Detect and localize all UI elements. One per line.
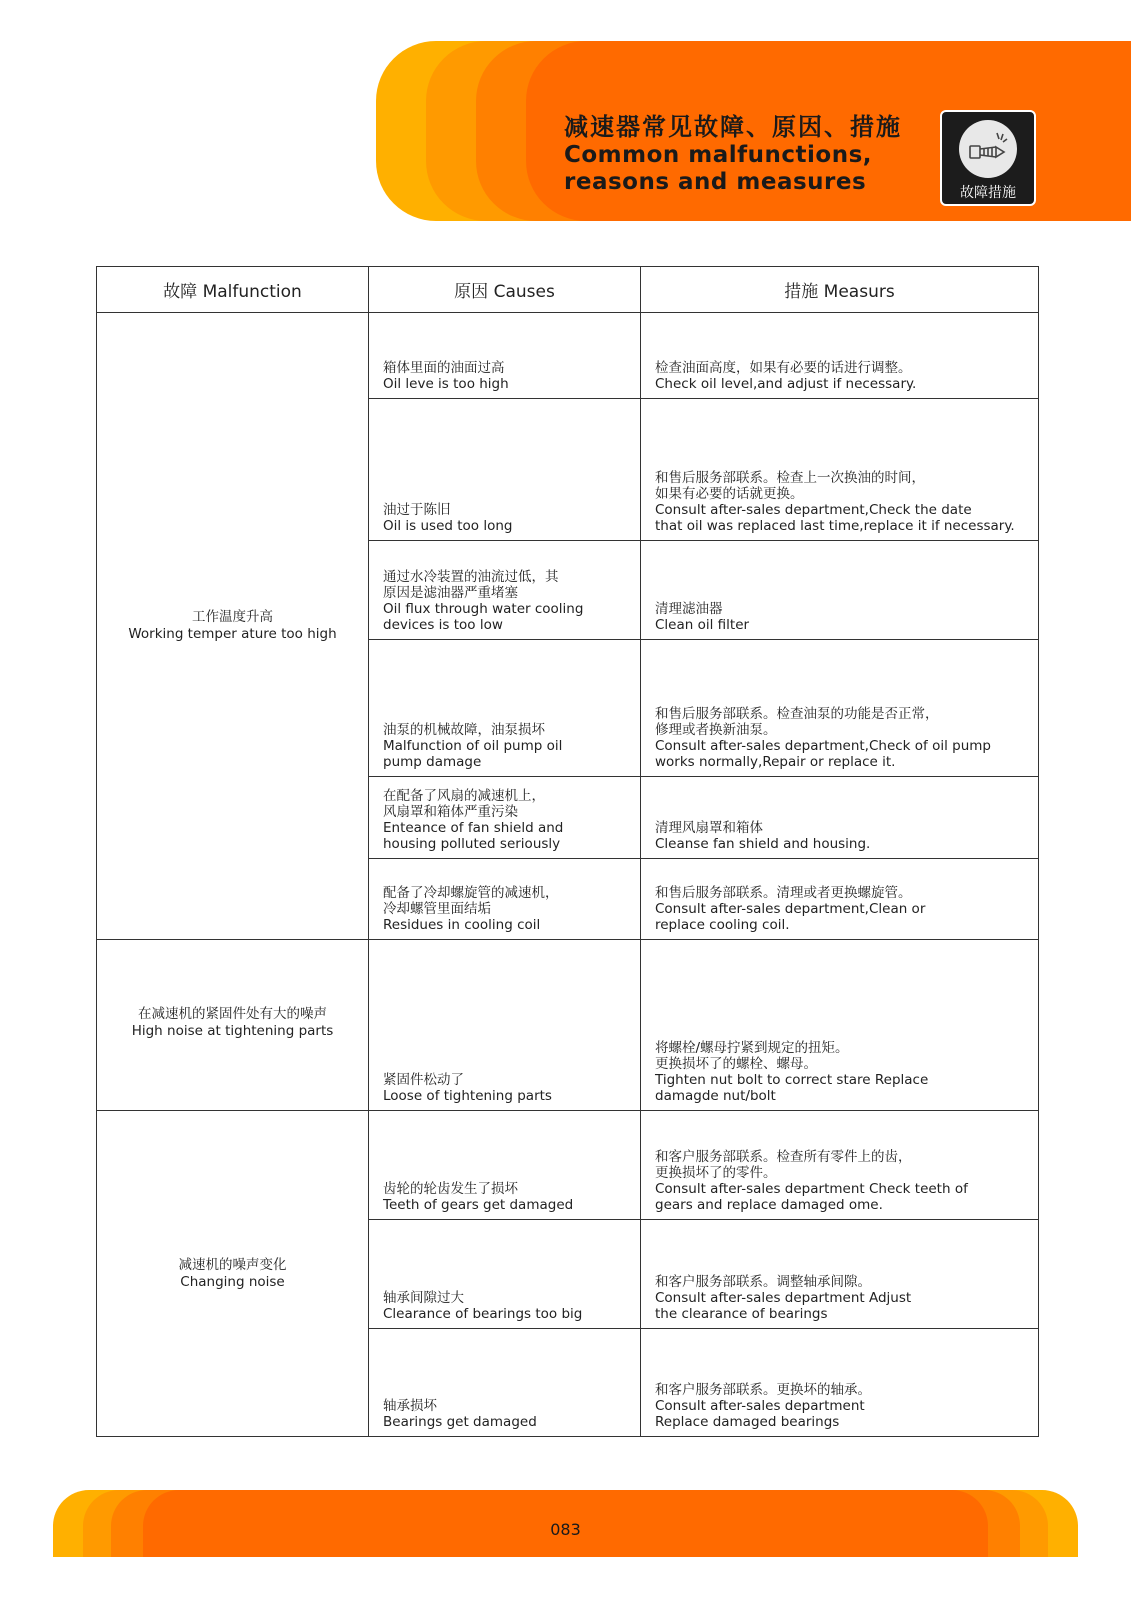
cause-line: Clearance of bearings too big (383, 1306, 583, 1322)
measure-line: that oil was replaced last time,replace it if necessary. (655, 518, 1015, 534)
cause-line: Oil flux through water cooling (383, 601, 584, 617)
cause-cell (369, 1111, 641, 1220)
table-header-row (97, 267, 1039, 313)
cause-line: devices is too low (383, 617, 503, 633)
measure-cell (641, 940, 1039, 1111)
cause-line: 在配备了风扇的减速机上， (383, 788, 545, 804)
cause-cell (369, 640, 641, 777)
malfunction-en: High noise at tightening parts (131, 1023, 334, 1039)
cause-line: 油过于陈旧 (383, 502, 451, 518)
measure-line: 检查油面高度，如果有必要的话进行调整。 (655, 360, 912, 376)
cause-cell (369, 777, 641, 859)
measure-line: the clearance of bearings (655, 1306, 828, 1322)
measure-line: Consult after-sales department (655, 1398, 865, 1414)
cause-line: Residues in cooling coil (383, 917, 541, 933)
cause-line: 紧固件松动了 (383, 1072, 464, 1088)
malfunction-cell (97, 313, 369, 940)
measure-cell (641, 399, 1039, 541)
malfunction-cn: 工作温度升高 (192, 609, 273, 625)
title-english-line1: Common malfunctions, (564, 142, 873, 168)
cause-line: housing polluted seriously (383, 836, 561, 852)
cause-line: Enteance of fan shield and (383, 820, 564, 836)
malfunction-cn: 在减速机的紧固件处有大的噪声 (138, 1006, 327, 1022)
cause-line: Bearings get damaged (383, 1414, 537, 1430)
cause-cell (369, 1220, 641, 1329)
measure-line: Tighten nut bolt to correct stare Replace (655, 1072, 929, 1088)
measure-line: 和售后服务部联系。检查上一次换油的时间， (655, 470, 925, 486)
measure-line: Replace damaged bearings (655, 1414, 840, 1430)
measure-line: replace cooling coil. (655, 917, 790, 933)
measure-line: Consult after-sales department,Check of oil pump (655, 738, 991, 754)
measure-cell (641, 859, 1039, 940)
measure-line: 和客户服务部联系。检查所有零件上的齿， (655, 1149, 912, 1165)
table-row (97, 940, 1039, 1111)
measure-line: 修理或者换新油泵。 (655, 722, 777, 738)
malfunction-cn: 减速机的噪声变化 (178, 1256, 287, 1273)
measure-cell (641, 1111, 1039, 1220)
measure-line: works normally,Repair or replace it. (655, 754, 896, 770)
cause-line: 轴承间隙过大 (383, 1290, 464, 1306)
title-english-line2: reasons and measures (564, 169, 867, 195)
column-header-measures: 措施 Measurs (641, 267, 1039, 313)
cause-line: 油泵的机械故障，油泵损坏 (383, 722, 545, 738)
table-row (97, 1111, 1039, 1220)
cause-cell (369, 859, 641, 940)
measure-line: 更换损坏了的零件。 (655, 1165, 777, 1181)
measure-cell (641, 1329, 1039, 1437)
measure-line: 如果有必要的话就更换。 (655, 486, 804, 502)
footer-band (53, 1490, 1078, 1557)
cause-cell (369, 313, 641, 399)
column-header-causes: 原因 Causes (369, 267, 641, 313)
measure-line: 清理滤油器 (655, 601, 723, 617)
measure-cell (641, 1220, 1039, 1329)
measure-line: 和售后服务部联系。清理或者更换螺旋管。 (655, 885, 912, 901)
measure-line: Consult after-sales department Check teeth of (655, 1181, 968, 1197)
cause-cell (369, 1329, 641, 1437)
measure-line: 清理风扇罩和箱体 (655, 820, 763, 836)
cause-line: 冷却螺管里面结垢 (383, 901, 491, 917)
measure-line: 和售后服务部联系。检查油泵的功能是否正常， (655, 706, 939, 722)
measure-line: Consult after-sales department Adjust (655, 1290, 912, 1306)
bolt-wrench-icon (959, 120, 1017, 178)
cause-line: 箱体里面的油面过高 (383, 360, 505, 376)
measure-line: Consult after-sales department,Check the date (655, 502, 972, 518)
measure-cell (641, 541, 1039, 640)
page-number: 083 (550, 1520, 581, 1539)
malfunction-cell (97, 1111, 369, 1437)
measure-line: Clean oil filter (655, 617, 750, 633)
malfunction-table (96, 266, 1039, 1437)
measure-line: Check oil level,and adjust if necessary. (655, 376, 917, 392)
cause-line: pump damage (383, 754, 482, 770)
malfunction-en: Working temper ature too high (128, 626, 337, 642)
measure-line: gears and replace damaged ome. (655, 1197, 883, 1213)
measure-line: 更换损坏了的螺栓、螺母。 (655, 1056, 817, 1072)
cause-line: 配备了冷却螺旋管的减速机， (383, 885, 559, 901)
malfunction-cell (97, 940, 369, 1111)
cause-line: Teeth of gears get damaged (383, 1197, 574, 1213)
page-title (564, 112, 944, 196)
measure-line: 和客户服务部联系。调整轴承间隙。 (655, 1274, 871, 1290)
measure-cell (641, 777, 1039, 859)
badge-label: 故障措施 (960, 185, 1016, 201)
cause-line: 通过水冷装置的油流过低，其 (383, 569, 559, 585)
measure-line: damagde nut/bolt (655, 1088, 776, 1104)
column-header-malfunction: 故障 Malfunction (97, 267, 369, 313)
cause-line: 齿轮的轮齿发生了损坏 (383, 1181, 518, 1197)
cause-line: Malfunction of oil pump oil (383, 738, 563, 754)
cause-line: Oil is used too long (383, 518, 513, 534)
malfunction-table-wrapper (96, 266, 1038, 1437)
cause-line: Loose of tightening parts (383, 1088, 552, 1104)
cause-cell (369, 541, 641, 640)
measure-line: 和客户服务部联系。更换坏的轴承。 (655, 1382, 871, 1398)
cause-line: Oil leve is too high (383, 376, 509, 392)
cause-cell (369, 940, 641, 1111)
cause-cell (369, 399, 641, 541)
section-badge (940, 110, 1036, 206)
measure-line: Consult after-sales department,Clean or (655, 901, 926, 917)
cause-line: 原因是滤油器严重堵塞 (383, 585, 518, 601)
measure-cell (641, 640, 1039, 777)
table-row (97, 313, 1039, 399)
measure-line: 将螺栓/螺母拧紧到规定的扭矩。 (655, 1040, 849, 1056)
cause-line: 风扇罩和箱体严重污染 (383, 804, 518, 820)
malfunction-en: Changing noise (180, 1273, 285, 1290)
cause-line: 轴承损坏 (383, 1398, 437, 1414)
title-chinese: 减速器常见故障、原因、措施 (564, 113, 902, 141)
measure-cell (641, 313, 1039, 399)
measure-line: Cleanse fan shield and housing. (655, 836, 871, 852)
